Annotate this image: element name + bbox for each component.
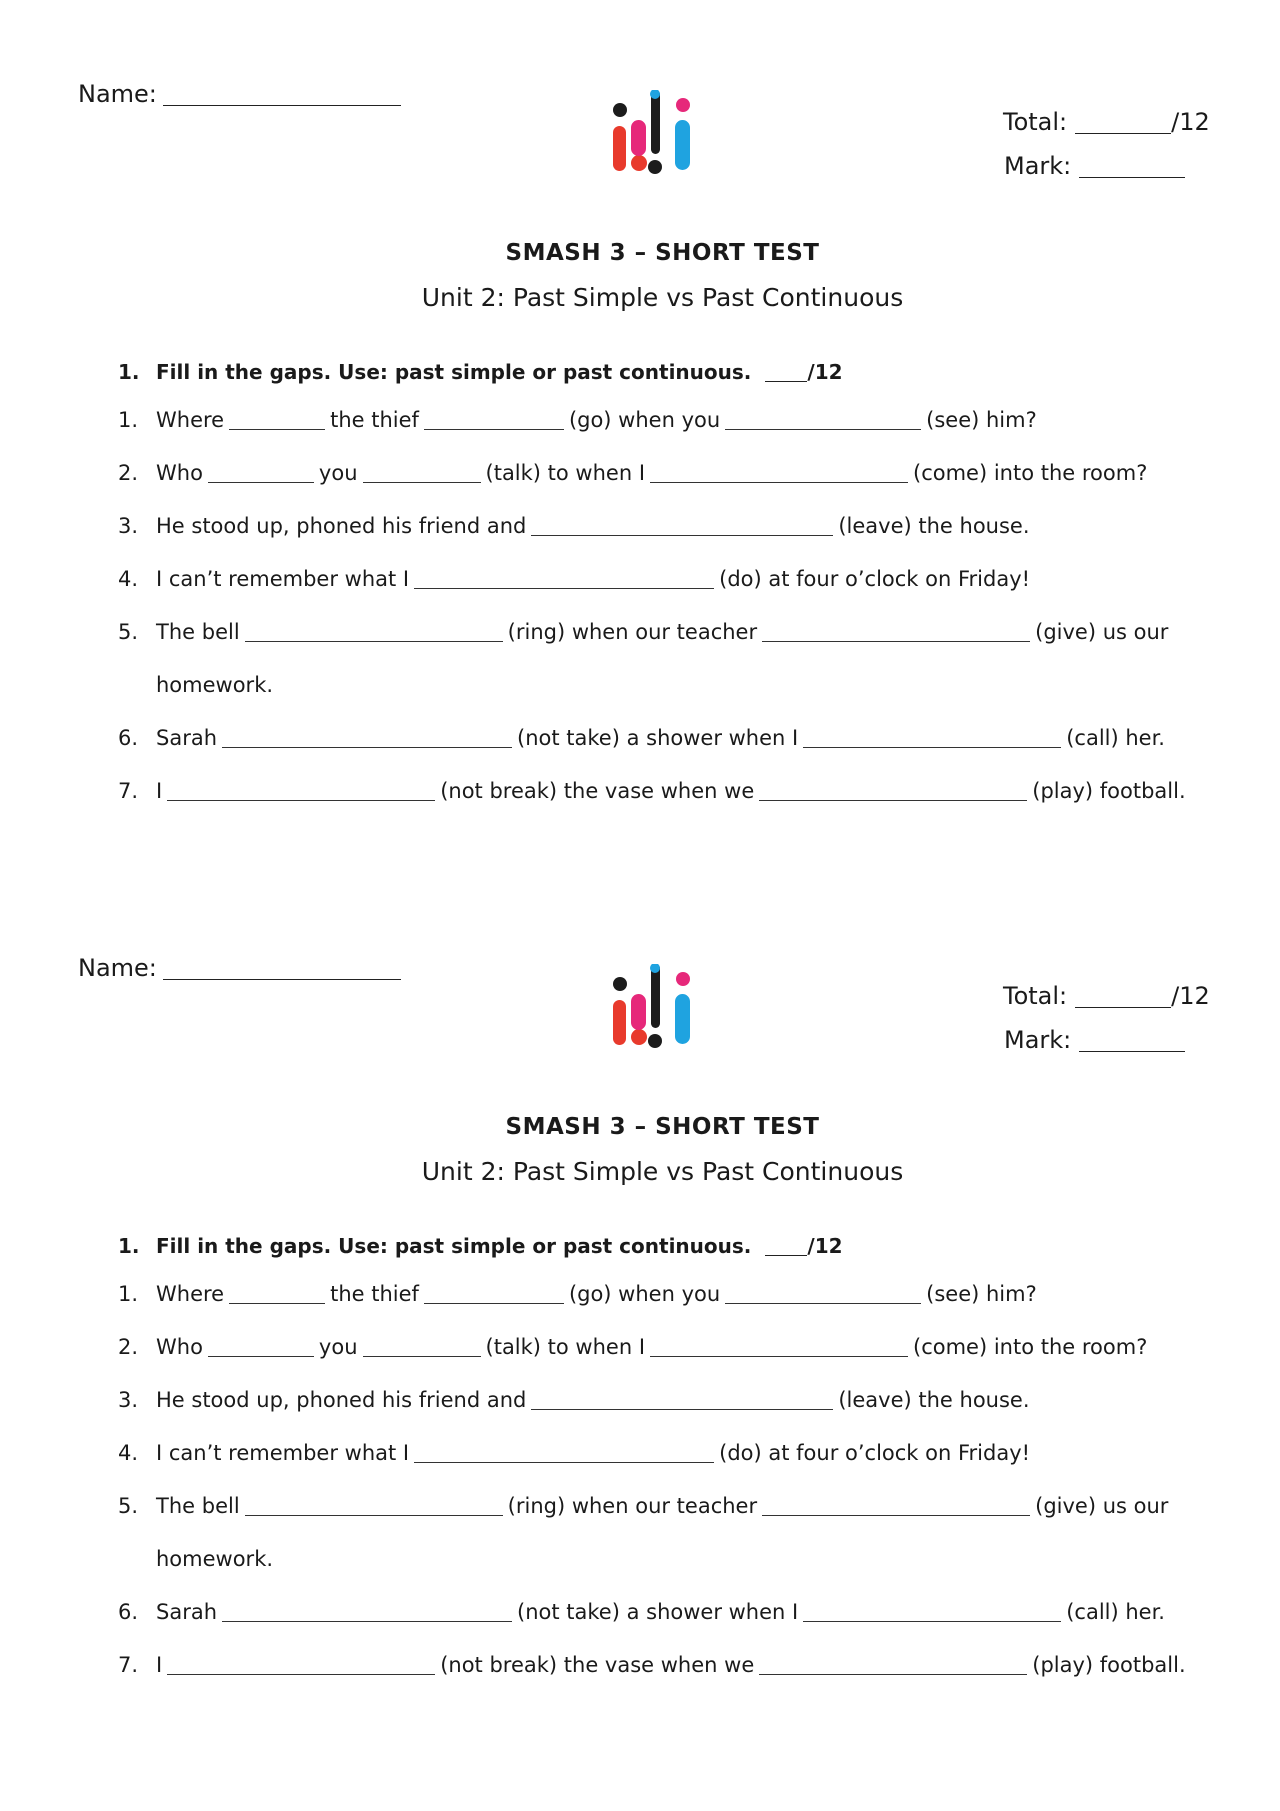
name-field xyxy=(78,954,401,982)
total-suffix: /12 xyxy=(1171,982,1210,1010)
item-text: homework. xyxy=(156,673,274,697)
answer-gap[interactable] xyxy=(208,462,314,483)
mark-label: Mark: xyxy=(1004,1026,1072,1054)
list-item xyxy=(118,673,1218,726)
item-text: I can’t remember what I xyxy=(156,567,410,591)
exercise-instruction xyxy=(118,360,843,384)
item-text: (go) when you xyxy=(568,1282,721,1306)
list-item xyxy=(118,1494,1218,1547)
item-text: (do) at four o’clock on Friday! xyxy=(719,1441,1031,1465)
item-number: 7. xyxy=(118,1653,139,1677)
item-text: (leave) the house. xyxy=(838,514,1030,538)
item-number: 1. xyxy=(118,1282,139,1306)
list-item xyxy=(118,1388,1218,1441)
mark-blank[interactable] xyxy=(1079,1027,1185,1052)
item-text: (see) him? xyxy=(926,1282,1037,1306)
answer-gap[interactable] xyxy=(414,1442,714,1463)
answer-gap[interactable] xyxy=(222,1601,512,1622)
item-text: (call) her. xyxy=(1066,1600,1165,1624)
list-item xyxy=(118,1600,1218,1653)
exercise-items xyxy=(118,408,1218,832)
exercise-items xyxy=(118,1282,1218,1706)
mark-field xyxy=(1004,152,1185,180)
answer-gap[interactable] xyxy=(245,621,503,642)
list-item xyxy=(118,1335,1218,1388)
item-text: He stood up, phoned his friend and xyxy=(156,1388,527,1412)
total-blank[interactable] xyxy=(1075,983,1171,1008)
answer-gap[interactable] xyxy=(363,1336,481,1357)
answer-gap[interactable] xyxy=(803,727,1061,748)
item-text: I xyxy=(156,779,163,803)
item-text: (give) us our xyxy=(1035,1494,1169,1518)
item-number: 4. xyxy=(118,1441,139,1465)
score-blank[interactable] xyxy=(765,363,807,382)
answer-gap[interactable] xyxy=(759,1654,1027,1675)
item-text: (play) football. xyxy=(1032,779,1186,803)
item-text: (ring) when our teacher xyxy=(507,1494,758,1518)
instruction-text: Fill in the gaps. Use: past simple or past continuous. xyxy=(156,360,752,384)
exercise-instruction xyxy=(118,1234,843,1258)
item-text: (talk) to when I xyxy=(485,461,646,485)
item-text: (not take) a shower when I xyxy=(517,1600,799,1624)
name-blank[interactable] xyxy=(163,81,401,106)
item-text: the thief xyxy=(330,408,419,432)
name-field xyxy=(78,80,401,108)
item-text: (not take) a shower when I xyxy=(517,726,799,750)
test-subtitle: Unit 2: Past Simple vs Past Continuous xyxy=(421,283,904,312)
list-item xyxy=(118,408,1218,461)
answer-gap[interactable] xyxy=(167,780,435,801)
list-item xyxy=(118,567,1218,620)
total-suffix: /12 xyxy=(1171,108,1210,136)
list-item xyxy=(118,779,1218,832)
item-text: the thief xyxy=(330,1282,419,1306)
smash-logo-icon xyxy=(610,90,694,176)
answer-gap[interactable] xyxy=(650,1336,908,1357)
name-label: Name: xyxy=(78,80,157,108)
total-label: Total: xyxy=(1003,982,1068,1010)
answer-gap[interactable] xyxy=(725,409,921,430)
item-text: Who xyxy=(156,461,203,485)
smash-logo-icon xyxy=(610,964,694,1050)
instruction-text: Fill in the gaps. Use: past simple or past continuous. xyxy=(156,1234,752,1258)
name-blank[interactable] xyxy=(163,955,401,980)
item-text: (not break) the vase when we xyxy=(440,1653,755,1677)
item-text: Sarah xyxy=(156,726,218,750)
item-number: 2. xyxy=(118,461,139,485)
item-text: you xyxy=(318,461,358,485)
item-text: I xyxy=(156,1653,163,1677)
answer-gap[interactable] xyxy=(229,409,325,430)
item-text: (ring) when our teacher xyxy=(507,620,758,644)
mark-blank[interactable] xyxy=(1079,153,1185,178)
answer-gap[interactable] xyxy=(650,462,908,483)
mark-label: Mark: xyxy=(1004,152,1072,180)
instruction-score: /12 xyxy=(807,360,843,384)
list-item xyxy=(118,1653,1218,1706)
exercise-number: 1. xyxy=(118,360,140,384)
item-text: you xyxy=(318,1335,358,1359)
answer-gap[interactable] xyxy=(414,568,714,589)
item-text: (come) into the room? xyxy=(913,461,1148,485)
total-field xyxy=(1003,108,1210,136)
exercise-number: 1. xyxy=(118,1234,140,1258)
item-text: I can’t remember what I xyxy=(156,1441,410,1465)
item-text: (leave) the house. xyxy=(838,1388,1030,1412)
item-number: 3. xyxy=(118,1388,139,1412)
answer-gap[interactable] xyxy=(245,1495,503,1516)
answer-gap[interactable] xyxy=(725,1283,921,1304)
item-number: 2. xyxy=(118,1335,139,1359)
list-item xyxy=(118,461,1218,514)
list-item xyxy=(118,514,1218,567)
item-text: (go) when you xyxy=(568,408,721,432)
answer-gap[interactable] xyxy=(363,462,481,483)
answer-gap[interactable] xyxy=(803,1601,1061,1622)
item-text: (talk) to when I xyxy=(485,1335,646,1359)
item-text: Where xyxy=(156,1282,225,1306)
item-number: 5. xyxy=(118,1494,139,1518)
answer-gap[interactable] xyxy=(531,1389,833,1410)
item-number: 5. xyxy=(118,620,139,644)
list-item xyxy=(118,620,1218,673)
answer-gap[interactable] xyxy=(759,780,1027,801)
answer-gap[interactable] xyxy=(229,1283,325,1304)
total-blank[interactable] xyxy=(1075,109,1171,134)
answer-gap[interactable] xyxy=(424,1283,564,1304)
item-text: (not break) the vase when we xyxy=(440,779,755,803)
item-text: (give) us our xyxy=(1035,620,1169,644)
test-title: SMASH 3 – SHORT TEST xyxy=(505,1114,820,1140)
answer-gap[interactable] xyxy=(531,515,833,536)
short-test-1 xyxy=(0,0,1280,870)
item-text: (do) at four o’clock on Friday! xyxy=(719,567,1031,591)
item-number: 6. xyxy=(118,726,139,750)
total-field xyxy=(1003,982,1210,1010)
answer-gap[interactable] xyxy=(424,409,564,430)
item-number: 4. xyxy=(118,567,139,591)
answer-gap[interactable] xyxy=(762,1495,1030,1516)
item-text: (see) him? xyxy=(926,408,1037,432)
test-title: SMASH 3 – SHORT TEST xyxy=(505,240,820,266)
item-number: 7. xyxy=(118,779,139,803)
item-number: 1. xyxy=(118,408,139,432)
item-text: He stood up, phoned his friend and xyxy=(156,514,527,538)
short-test-2 xyxy=(0,874,1280,1744)
list-item xyxy=(118,1547,1218,1600)
item-text: Sarah xyxy=(156,1600,218,1624)
item-text: (play) football. xyxy=(1032,1653,1186,1677)
answer-gap[interactable] xyxy=(762,621,1030,642)
answer-gap[interactable] xyxy=(222,727,512,748)
item-text: Where xyxy=(156,408,225,432)
name-label: Name: xyxy=(78,954,157,982)
item-number: 6. xyxy=(118,1600,139,1624)
total-label: Total: xyxy=(1003,108,1068,136)
score-blank[interactable] xyxy=(765,1237,807,1256)
item-text: Who xyxy=(156,1335,203,1359)
instruction-score: /12 xyxy=(807,1234,843,1258)
item-text: (call) her. xyxy=(1066,726,1165,750)
item-text: (come) into the room? xyxy=(913,1335,1148,1359)
item-number: 3. xyxy=(118,514,139,538)
list-item xyxy=(118,726,1218,779)
item-text: The bell xyxy=(156,620,240,644)
mark-field xyxy=(1004,1026,1185,1054)
item-text: homework. xyxy=(156,1547,274,1571)
test-subtitle: Unit 2: Past Simple vs Past Continuous xyxy=(421,1157,904,1186)
item-text: The bell xyxy=(156,1494,240,1518)
answer-gap[interactable] xyxy=(208,1336,314,1357)
answer-gap[interactable] xyxy=(167,1654,435,1675)
list-item xyxy=(118,1282,1218,1335)
list-item xyxy=(118,1441,1218,1494)
